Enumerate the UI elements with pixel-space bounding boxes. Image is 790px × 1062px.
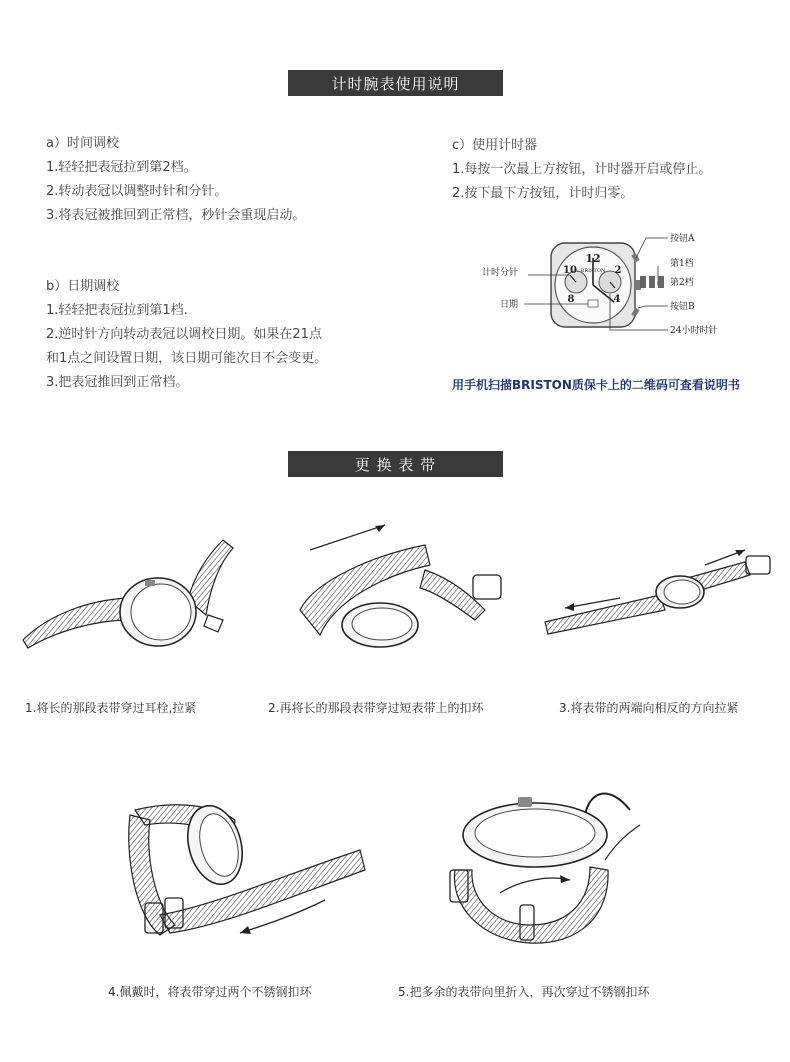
date-setting-line: 1.轻轻把表冠拉到第1档. bbox=[46, 303, 188, 318]
label-chrono-minute: 计时分针 bbox=[482, 268, 519, 278]
dial-numeral-2: 2 bbox=[614, 265, 622, 276]
dial-brand: BRISTON bbox=[580, 268, 606, 274]
strap-step3-illustration bbox=[540, 540, 775, 640]
strap-step5-illustration bbox=[440, 775, 660, 950]
label-button-a: 按钮A bbox=[670, 234, 695, 244]
date-setting-heading: b）日期调校 bbox=[46, 279, 120, 294]
section-title-strap: 更 换 表 带 bbox=[288, 451, 503, 477]
chronograph-block bbox=[452, 134, 711, 206]
date-setting-line: 和1点之间设置日期，该日期可能次日不会变更。 bbox=[46, 351, 328, 366]
time-setting-line: 3.将表冠被推回到正常档，秒针会重现启动。 bbox=[46, 208, 306, 223]
label-first-position: 第1档 bbox=[670, 259, 694, 269]
chronograph-heading: c）使用计时器 bbox=[452, 138, 538, 153]
strap-step2-caption: 2.再将长的那段表带穿过短表带上的扣环 bbox=[268, 701, 484, 715]
time-setting-heading: a）时间调校 bbox=[46, 136, 119, 151]
dial-numeral-12: 12 bbox=[585, 252, 601, 265]
chronograph-line: 1.每按一次最上方按钮，计时器开启或停止。 bbox=[452, 162, 712, 177]
strap-step5-caption: 5.把多余的表带向里折入，再次穿过不锈钢扣环 bbox=[398, 985, 650, 999]
time-setting-block bbox=[46, 132, 305, 228]
chronograph-line: 2.按下最下方按钮，计时归零。 bbox=[452, 186, 634, 201]
label-button-b: 按钮B bbox=[670, 302, 695, 312]
time-setting-line: 1.轻轻把表冠拉到第2档。 bbox=[46, 160, 197, 175]
strap-step3-caption: 3.将表带的两端向相反的方向拉紧 bbox=[559, 701, 739, 715]
strap-step4-illustration bbox=[115, 795, 375, 945]
strap-step4-caption: 4.佩戴时，将表带穿过两个不锈钢扣环 bbox=[108, 985, 312, 999]
section-title-instructions: 计时腕表使用说明 bbox=[288, 70, 503, 96]
dial-numeral-10: 10 bbox=[563, 265, 577, 276]
time-setting-line: 2.转动表冠以调整时针和分针。 bbox=[46, 184, 228, 199]
date-setting-line: 2.逆时针方向转动表冠以调校日期。如果在21点 bbox=[46, 327, 322, 342]
label-24-hour: 24小时时针 bbox=[670, 326, 718, 336]
strap-step1-caption: 1.将长的那段表带穿过耳栓,拉紧 bbox=[25, 701, 197, 715]
qr-note: 用手机扫描BRISTON质保卡上的二维码可查看说明书 bbox=[452, 378, 740, 392]
date-setting-line: 3.把表冠推回到正常档。 bbox=[46, 375, 189, 390]
label-date: 日期 bbox=[500, 300, 519, 310]
strap-step1-illustration bbox=[18, 520, 248, 655]
date-setting-block bbox=[46, 275, 327, 395]
watch-diagram bbox=[478, 228, 758, 344]
label-second-position: 第2档 bbox=[670, 278, 694, 288]
dial-numeral-4: 4 bbox=[613, 294, 621, 305]
dial-numeral-8: 8 bbox=[567, 294, 575, 305]
strap-step2-illustration bbox=[285, 520, 510, 655]
